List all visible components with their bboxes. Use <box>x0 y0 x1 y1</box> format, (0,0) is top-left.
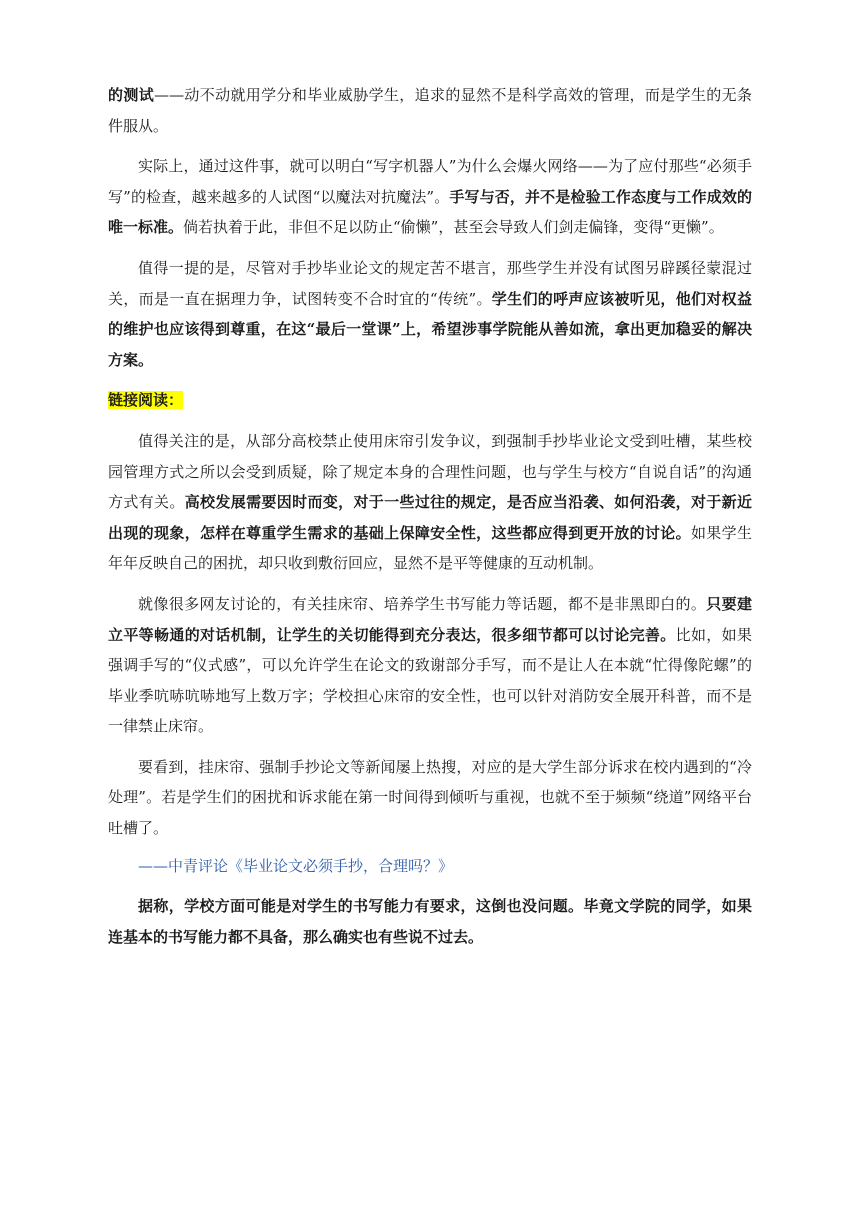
paragraph-7 <box>108 891 752 952</box>
body-text: 比如，如果强调手写的“仪式感”，可以允许学生在论文的致谢部分手写，而不是让人在本就“忙得像陀螺”的毕业季吭哧吭哧地写上数万字；学校担心床帘的安全性，也可以针对消防安全展开科普，而不是一律禁止床帘。 <box>108 625 752 736</box>
bold-text: 手写与否，并不是检验工作态度与工作成效的唯一标准。 <box>108 187 752 237</box>
body-text: 倘若执着于此，非但不足以防止“偷懒”，甚至会导致人们剑走偏锋，变得“更懒”。 <box>183 218 724 237</box>
body-text: 值得一提的是，尽管对手抄毕业论文的规定苦不堪言，那些学生并没有试图另辟蹊径蒙混过关，而是一直在据理力争，试图转变不合时宜的“传统”。 <box>108 258 752 308</box>
body-text: 就像很多网友讨论的，有关挂床帘、培养学生书写能力等话题，都不是非黑即白的。 <box>138 594 707 613</box>
body-text: 实际上，通过这件事，就可以明白“写字机器人”为什么会爆火网络——为了应付那些“必须手写”的检查，越来越多的人试图“以魔法对抗魔法”。 <box>108 157 752 206</box>
paragraph-2 <box>108 151 752 243</box>
paragraph-1 <box>108 80 752 141</box>
link-reading-heading: 链接阅读： <box>108 391 184 410</box>
source-citation-text: ——中青评论《毕业论文必须手抄，合理吗？》 <box>138 856 454 875</box>
bold-text: 高校发展需要因时而变，对于一些过往的规定，是否应当沿袭、如何沿袭，对于新近出现的现象，怎样在尊重学生需求的基础上保障安全性，这些都应得到更开放的讨论。 <box>108 493 752 542</box>
link-reading-heading-row <box>108 385 752 416</box>
bold-text: 据称，学校方面可能是对学生的书写能力有要求，这倒也没问题。毕竟文学院的同学，如果连基本的书写能力都不具备，那么确实也有些说不过去。 <box>108 897 752 946</box>
paragraph-6 <box>108 752 752 844</box>
body-text: 值得关注的是，从部分高校禁止使用床帘引发争议，到强制手抄毕业论文受到吐槽，某些校园管理方式之所以会受到质疑，除了规定本身的合理性问题，也与学生与校方“自说自话”的沟通方式有关。 <box>108 431 752 512</box>
bold-text: 只要建立平等畅通的对话机制，让学生的关切能得到充分表达，很多细节都可以讨论完善。 <box>108 594 752 644</box>
bold-text: 的测试 <box>108 86 155 104</box>
body-text: 如果学生年年反映自己的困扰，却只收到敷衍回应，显然不是平等健康的互动机制。 <box>108 523 752 573</box>
body-text: 要看到，挂床帘、强制手抄论文等新闻屡上热搜，对应的是大学生部分诉求在校内遇到的“冷处理”。若是学生们的困扰和诉求能在第一时间得到倾听与重视，也就不至于频频“绕道”网络平台吐槽了。 <box>108 757 752 838</box>
paragraph-3 <box>108 253 752 375</box>
body-text: ——动不动就用学分和毕业威胁学生，追求的显然不是科学高效的管理，而是学生的无条件服从。 <box>108 86 752 135</box>
bold-text: 学生们的呼声应该被听见，他们对权益的维护也应该得到尊重，在这“最后一堂课”上，希望涉事学院能从善如流，拿出更加稳妥的解决方案。 <box>108 289 752 369</box>
source-citation <box>108 851 752 882</box>
paragraph-5 <box>108 589 752 742</box>
paragraph-4 <box>108 426 752 579</box>
